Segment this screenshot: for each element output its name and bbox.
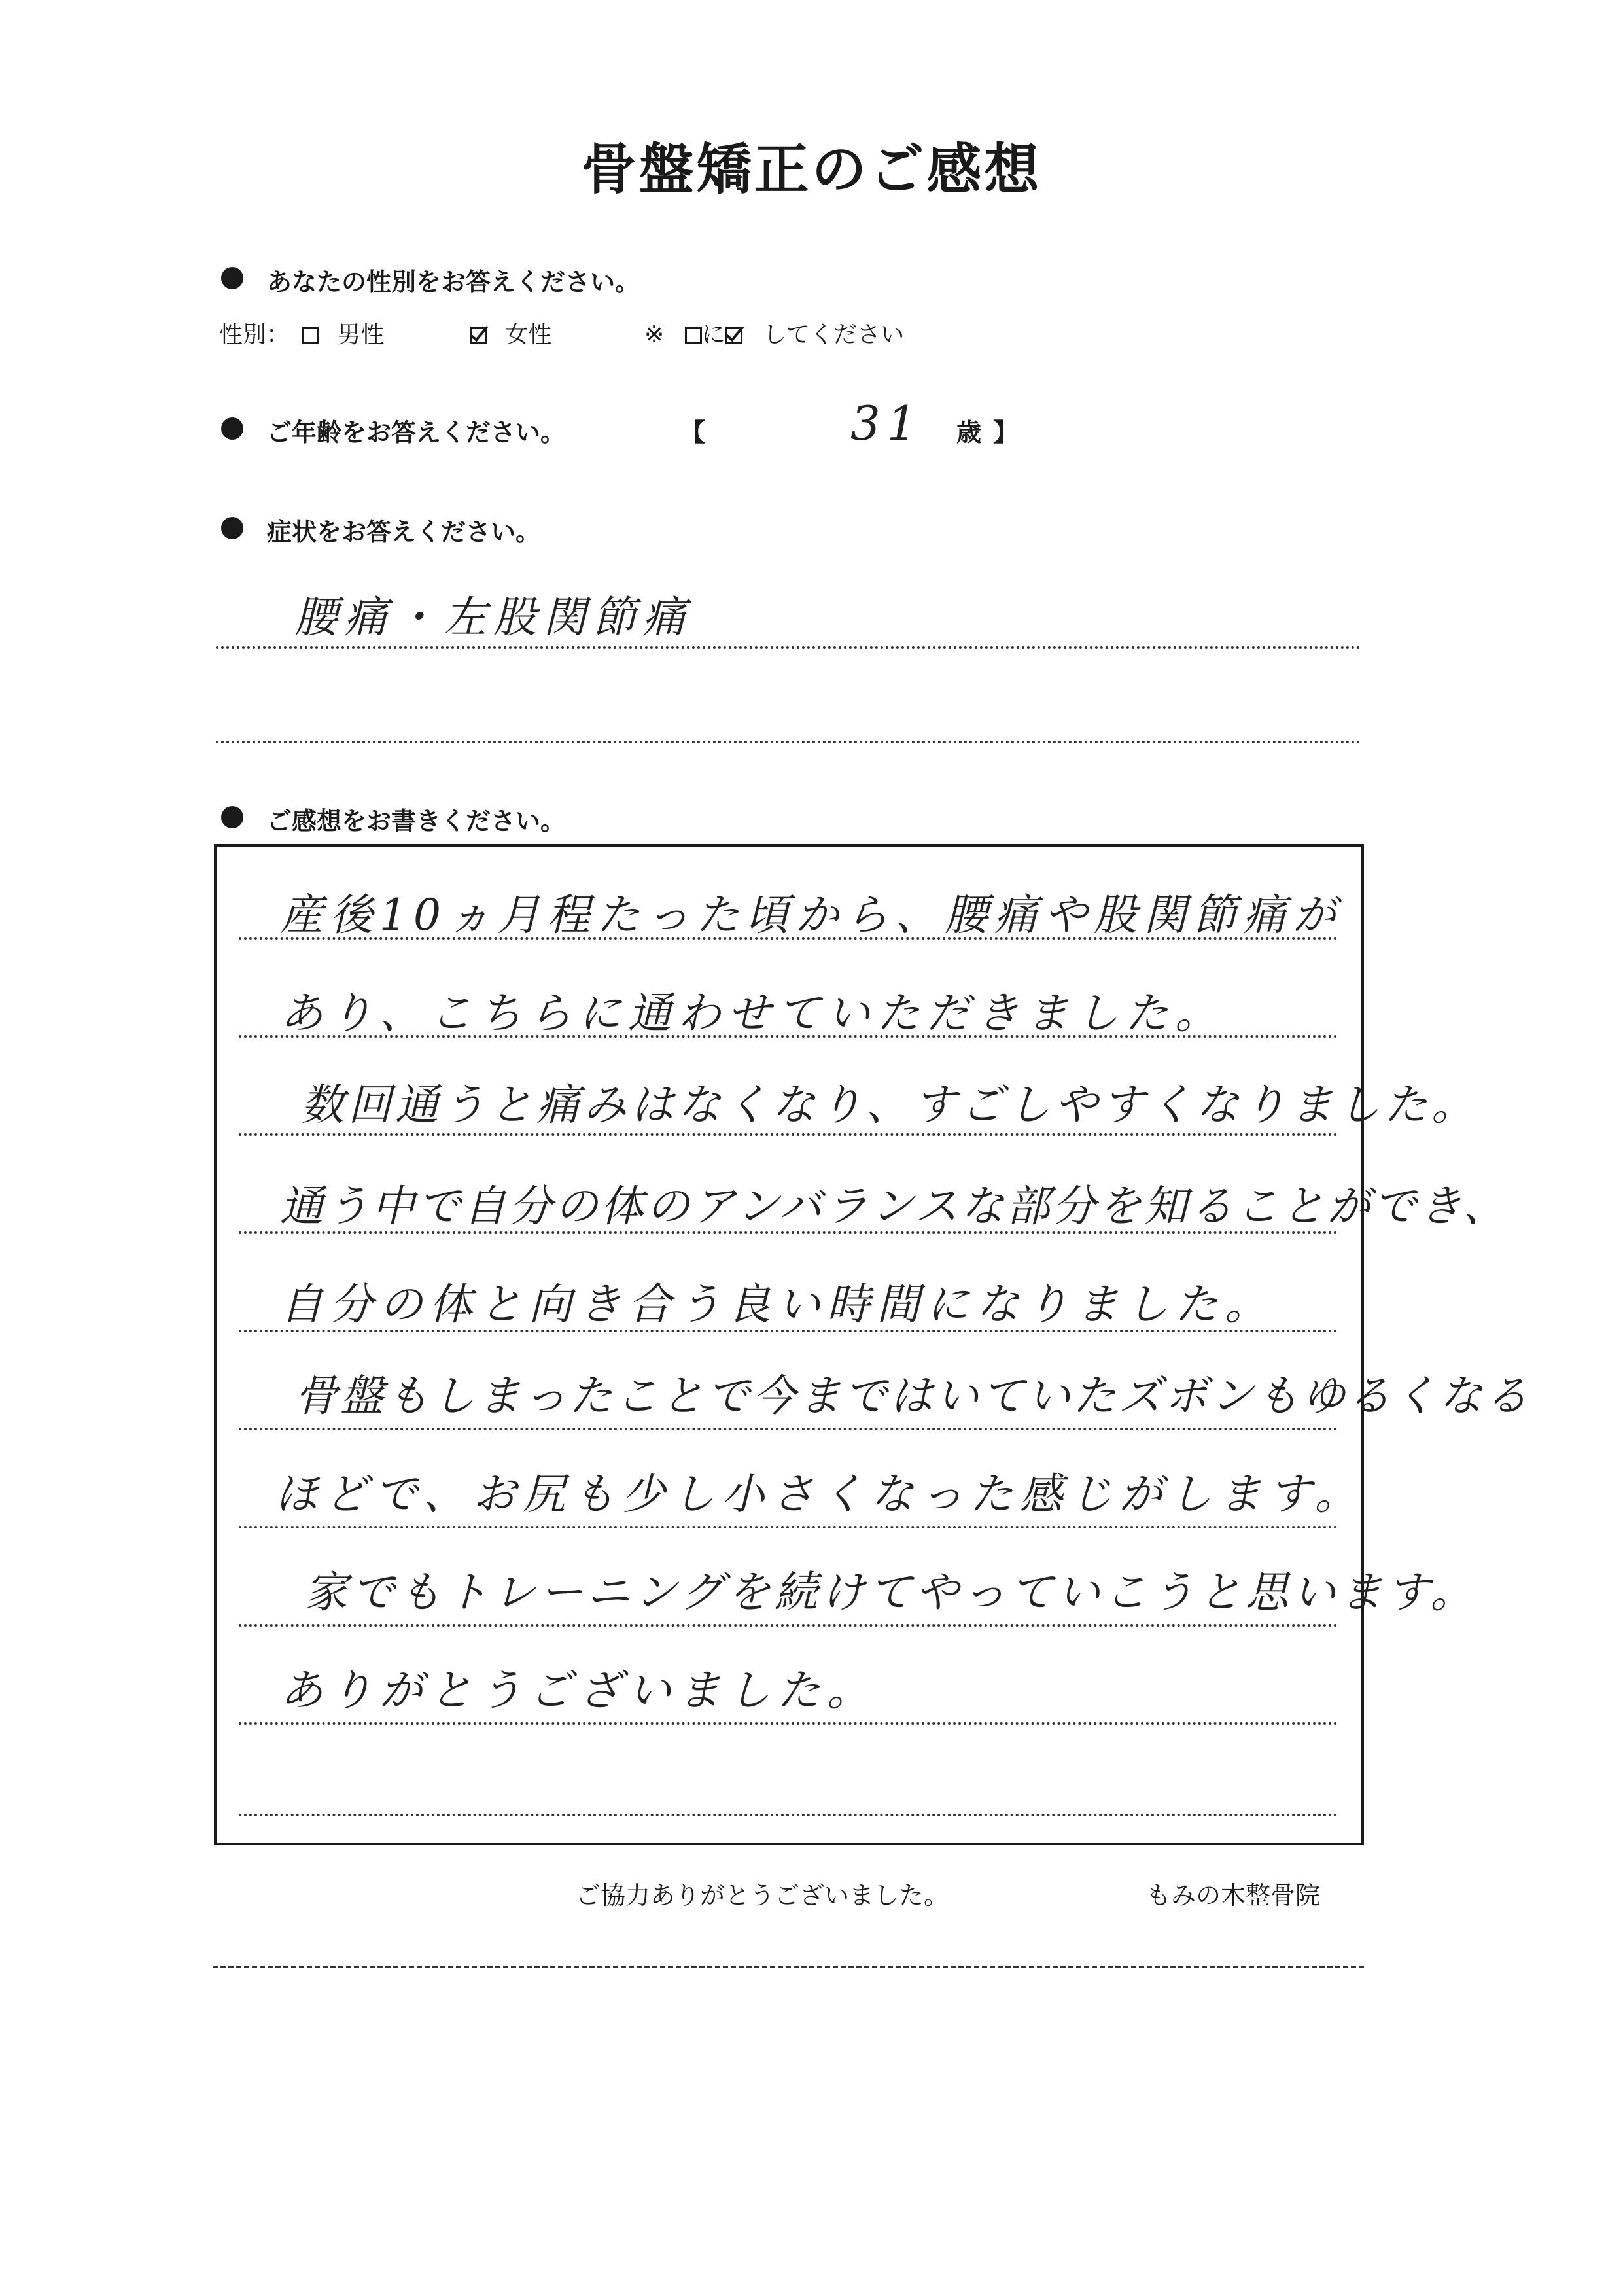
symptom-line-2 bbox=[216, 741, 1361, 743]
age-bracket-close: 】 bbox=[993, 418, 1019, 447]
ruled-line bbox=[239, 1231, 1338, 1234]
empty-box-icon bbox=[685, 327, 702, 344]
ruled-line bbox=[239, 1330, 1338, 1332]
ruled-line bbox=[239, 937, 1338, 940]
impression-line-4: 通う中で自分の体のアンバランスな部分を知ることができ、 bbox=[280, 1181, 1509, 1231]
age-unit: 歳 bbox=[956, 418, 982, 447]
ruled-line bbox=[239, 1133, 1338, 1136]
gender-option-male[interactable] bbox=[302, 316, 384, 349]
ruled-line bbox=[239, 1814, 1338, 1816]
bullet-icon bbox=[221, 806, 243, 828]
male-label: 男性 bbox=[337, 321, 385, 348]
age-question: ご年齢をお答えください。 bbox=[267, 418, 566, 447]
checkbox-instruction bbox=[644, 316, 904, 349]
ruled-line bbox=[239, 1526, 1338, 1528]
bullet-icon bbox=[221, 417, 243, 440]
gender-label: 性別： bbox=[219, 321, 290, 348]
bullet-icon bbox=[221, 267, 243, 289]
impression-line-8: 家でもトレーニングを続けてやっていこうと思います。 bbox=[304, 1567, 1478, 1617]
age-bracket-open: 【 bbox=[680, 418, 706, 447]
impression-question: ご感想をお書きください。 bbox=[267, 807, 566, 836]
clinic-name: もみの木整骨院 bbox=[1146, 1881, 1321, 1910]
ruled-line bbox=[239, 1624, 1338, 1627]
gender-option-female[interactable] bbox=[470, 316, 551, 349]
impression-line-7: ほどで、お尻も少し小さくなった感じがします。 bbox=[275, 1469, 1365, 1519]
symptom-answer[interactable]: 腰痛・左股関節痛 bbox=[294, 592, 692, 643]
page-title: 骨盤矯正のご感想 bbox=[581, 137, 1042, 202]
checked-box-icon bbox=[725, 327, 742, 344]
note-prefix: ※ bbox=[644, 321, 665, 348]
note-middle: に bbox=[701, 321, 725, 348]
impression-line-6: 骨盤もしまったことで今まではいていたズボンもゆるくなる bbox=[294, 1371, 1531, 1421]
impression-line-1: 産後10ヵ月程たった頃から、腰痛や股関節痛が bbox=[280, 890, 1342, 940]
impression-line-5: 自分の体と向き合う良い時間になりました。 bbox=[280, 1279, 1274, 1330]
female-label: 女性 bbox=[504, 321, 552, 348]
symptom-line-1 bbox=[216, 646, 1361, 649]
ruled-line bbox=[239, 1428, 1338, 1430]
bullet-icon bbox=[221, 517, 243, 539]
ruled-line bbox=[239, 1035, 1338, 1038]
impression-line-3: 数回通うと痛みはなくなり、すごしやすくなりました。 bbox=[301, 1080, 1478, 1130]
ruled-line bbox=[239, 1722, 1338, 1725]
note-suffix: してください bbox=[763, 321, 905, 348]
symptom-question: 症状をお答えください。 bbox=[267, 518, 541, 546]
age-value[interactable]: 31 bbox=[850, 396, 924, 451]
male-checkbox[interactable] bbox=[302, 327, 319, 344]
cut-line bbox=[213, 1966, 1364, 1968]
footer-thanks: ご協力ありがとうございました。 bbox=[576, 1881, 949, 1910]
gender-question: あなたの性別をお答えください。 bbox=[267, 268, 640, 296]
female-checkbox[interactable] bbox=[470, 327, 487, 344]
impression-line-9: ありがとうございました。 bbox=[280, 1665, 877, 1716]
impression-line-2: あり、こちらに通わせていただきました。 bbox=[280, 988, 1225, 1038]
